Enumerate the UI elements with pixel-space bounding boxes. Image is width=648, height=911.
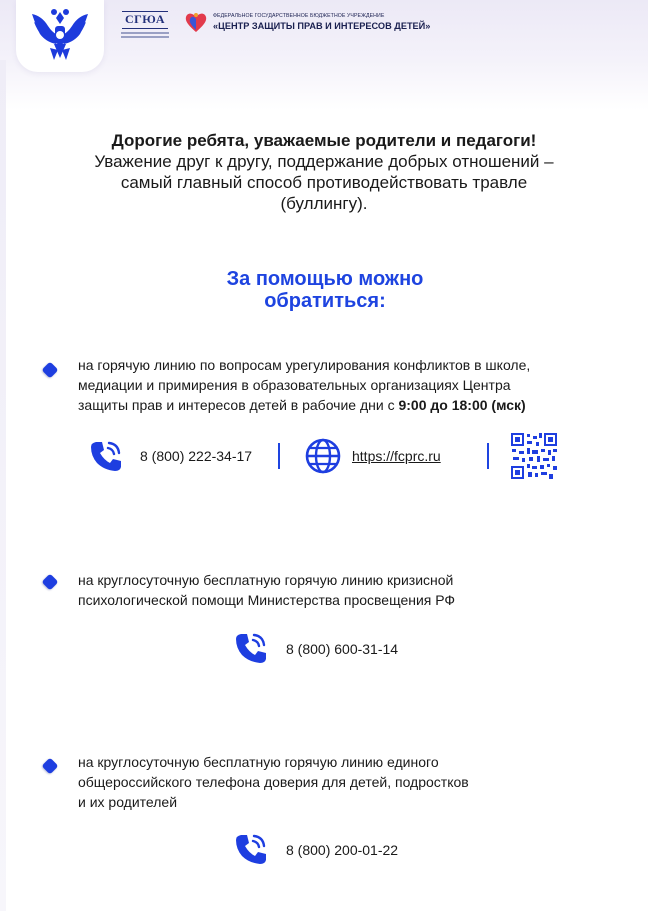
section-line: и их родителей: [78, 794, 178, 810]
phone-icon: [233, 630, 269, 666]
bullet-diamond: [42, 758, 59, 775]
phone-number[interactable]: 8 (800) 600-31-14: [286, 641, 399, 657]
divider: [487, 443, 489, 469]
bullet-diamond: [42, 362, 59, 379]
divider: [278, 443, 280, 469]
phone-icon: [233, 831, 269, 867]
intro-line: (буллингу).: [280, 194, 368, 213]
section-line: общероссийского телефона доверия для детей, подростков: [78, 774, 469, 790]
section-line: на круглосуточную бесплатную горячую линию единого: [78, 754, 439, 770]
section-line: [78, 395, 618, 415]
section-3-text: [78, 752, 618, 812]
russian-eagle-crest-icon: [28, 4, 92, 64]
intro-greeting: Дорогие ребята, уважаемые родители и педагоги!: [111, 131, 537, 150]
section-line-prefix: защиты прав и интересов детей в рабочие дни с: [78, 397, 399, 413]
phone-number[interactable]: 8 (800) 222-34-17: [140, 448, 253, 464]
section-1-text: [78, 355, 618, 415]
intro-line: самый главный способ противодействовать травле: [120, 173, 528, 192]
intro-text: [40, 130, 608, 214]
section-line: на горячую линию по вопросам урегулирования конфликтов в школе,: [78, 357, 531, 373]
phone-icon: [88, 438, 124, 474]
section-line: медиации и примирения в образовательных организациях Центра: [78, 377, 511, 393]
left-edge-band: [0, 60, 6, 911]
intro-line: Уважение друг к другу, поддержание добрых отношений –: [94, 152, 554, 171]
globe-icon: [304, 437, 342, 475]
phone-number[interactable]: 8 (800) 200-01-22: [286, 842, 399, 858]
help-heading-line: За помощью можно: [226, 268, 424, 290]
fc-organization-name: «ЦЕНТР ЗАЩИТЫ ПРАВ И ИНТЕРЕСОВ ДЕТЕЙ»: [213, 21, 431, 31]
fc-organization-type: ФЕДЕРАЛЬНОЕ ГОСУДАРСТВЕННОЕ БЮДЖЕТНОЕ УЧРЕЖДЕНИЕ: [213, 13, 385, 19]
section-2-text: [78, 570, 618, 610]
sgua-logo: [118, 8, 172, 44]
section-line: на круглосуточную бесплатную горячую линию кризисной: [78, 572, 454, 588]
fc-heart-logo-icon: [184, 10, 208, 34]
bullet-diamond: [42, 574, 59, 591]
working-hours: 9:00 до 18:00 (мск): [398, 397, 526, 413]
section-line: психологической помощи Министерства просвещения РФ: [78, 592, 456, 608]
help-heading: [150, 268, 500, 312]
website-link[interactable]: https://fcprc.ru: [352, 448, 441, 464]
sgua-logo-text: СГЮА: [124, 12, 166, 26]
help-heading-line: обратиться:: [264, 290, 386, 312]
qr-code-icon[interactable]: [510, 432, 558, 480]
